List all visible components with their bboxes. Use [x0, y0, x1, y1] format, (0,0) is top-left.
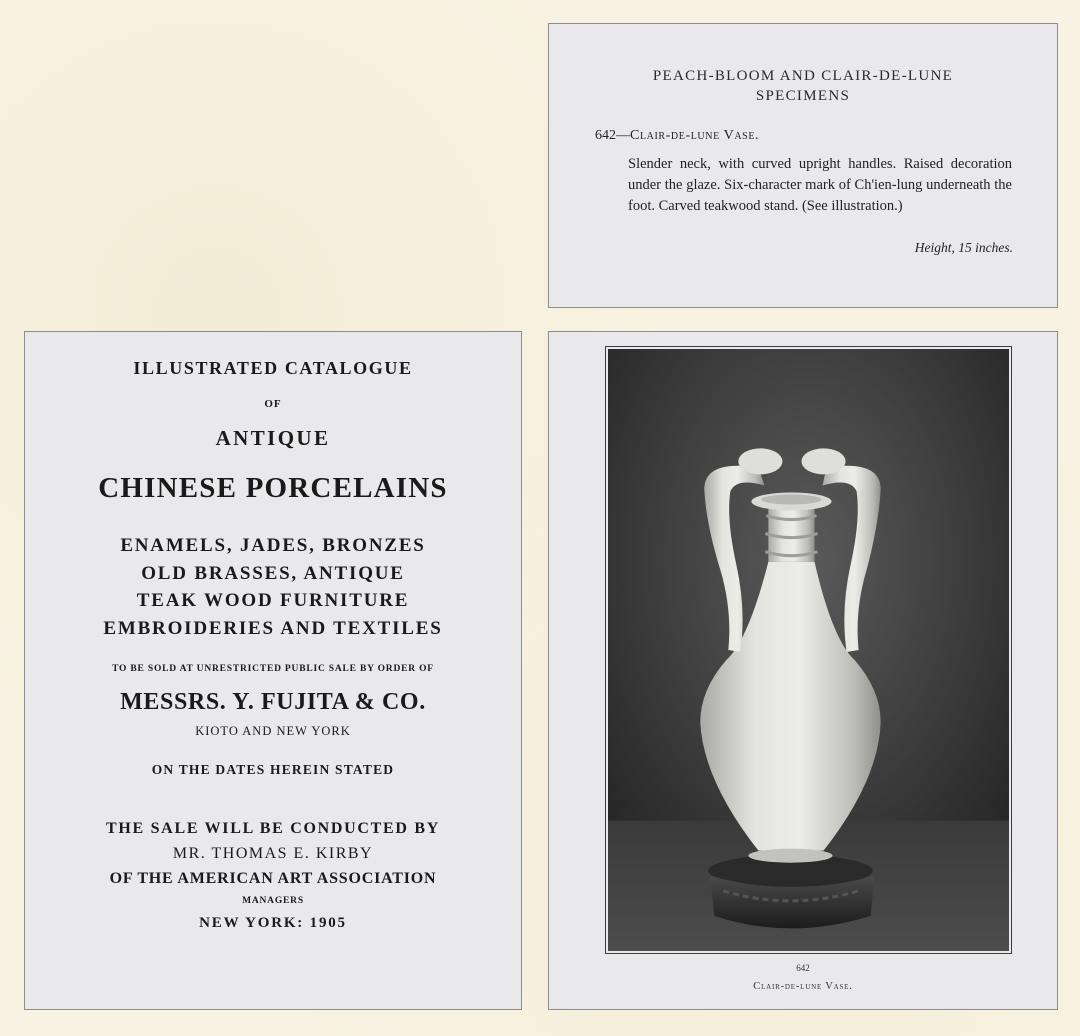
lot-description: Slender neck, with curved upright handles. Raised decoration under the glaze. Six-character mark of Ch'ien-lung underneath the foot. Carved teakwood stand. (See illustration.)	[628, 156, 1012, 214]
sale-dates: ON THE DATES HEREIN STATED	[151, 762, 395, 777]
contents-item: TEAK WOOD FURNITURE	[136, 590, 410, 611]
auctioneer-name: MR. THOMAS E. KIRBY	[172, 845, 374, 862]
place-and-year: NEW YORK: 1905	[199, 915, 347, 931]
title-line-chinese-porcelains: CHINESE PORCELAINS	[98, 472, 448, 504]
plate-number: 642	[796, 963, 810, 973]
plate-caption: Clair-de-lune Vase.	[753, 981, 853, 992]
conducted-by: THE SALE WILL BE CONDUCTED BY	[106, 820, 440, 837]
description-panel	[548, 23, 1058, 308]
association-name: OF THE AMERICAN ART ASSOCIATION	[109, 870, 437, 887]
contents-list	[25, 532, 521, 642]
managers-label: MANAGERS	[242, 896, 304, 906]
contents-item: OLD BRASSES, ANTIQUE	[141, 562, 405, 584]
contents-item: EMBROIDERIES AND TEXTILES	[103, 617, 443, 639]
lot-title: Clair-de-lune Vase.	[630, 128, 760, 143]
photo-frame	[605, 346, 1012, 954]
illustration-plate	[548, 331, 1058, 1010]
catalogue-title-page	[24, 331, 522, 1010]
firm-name: MESSRS. Y. FUJITA & CO.	[120, 689, 426, 715]
lot-number: 642	[595, 128, 616, 143]
firm-cities: KIOTO AND NEW YORK	[195, 724, 351, 738]
lot-heading	[595, 128, 759, 144]
section-header: PEACH-BLOOM AND CLAIR-DE-LUNE	[652, 68, 954, 84]
section-header-continued: SPECIMENS	[755, 88, 851, 104]
sale-notice: TO BE SOLD AT UNRESTRICTED PUBLIC SALE BY ORDER OF	[112, 664, 434, 674]
title-line-antique: ANTIQUE	[215, 426, 331, 450]
title-line-of: OF	[264, 398, 282, 410]
lot-height: Height, 15 inches.	[914, 240, 1013, 255]
contents-item: ENAMELS, JADES, BRONZES	[120, 535, 426, 556]
vase-photograph	[608, 349, 1009, 951]
title-line-illustrated: ILLUSTRATED CATALOGUE	[133, 358, 413, 378]
lot-dash: —	[616, 128, 630, 143]
